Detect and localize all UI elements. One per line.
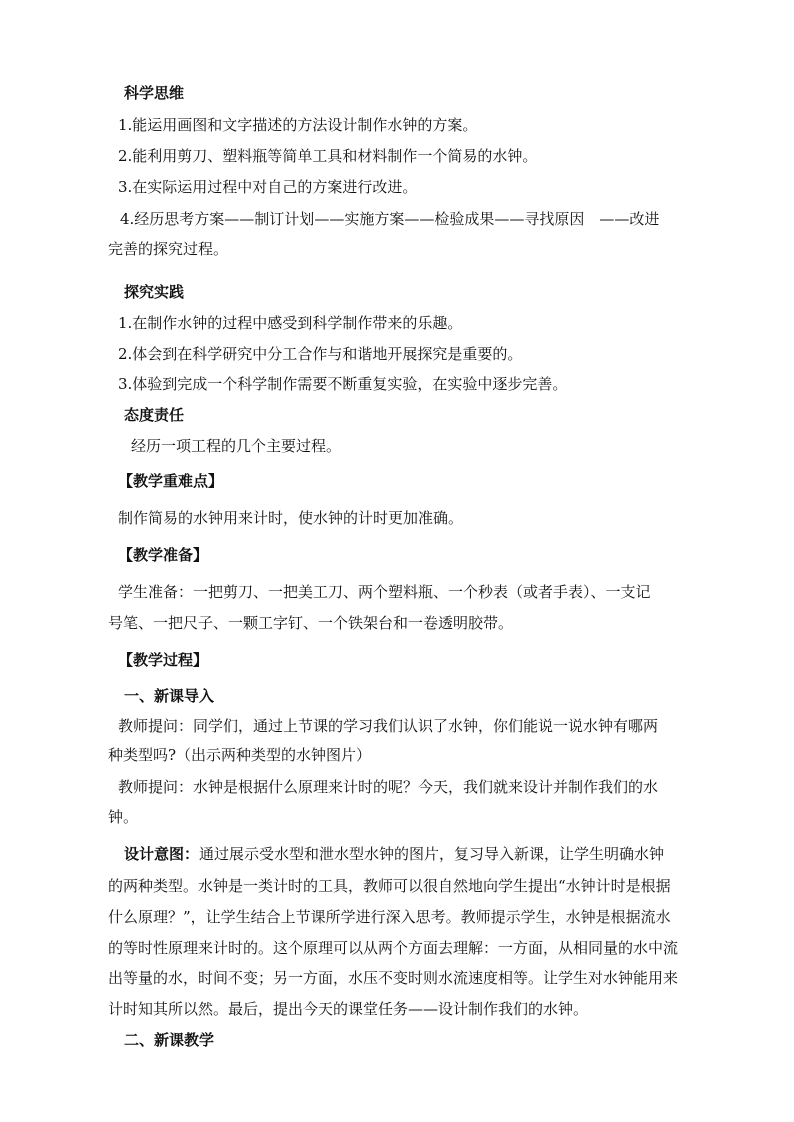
teacher-question-1-line-1: 教师提问：同学们，通过上节课的学习我们认识了水钟，你们能说一说水钟有哪两 — [118, 717, 659, 735]
inquiry-item-1: 1.在制作水钟的过程中感受到科学制作带来的乐趣。 — [118, 314, 463, 332]
inquiry-item-2: 2.体会到在科学研究中分工合作与和谐地开展探究是重要的。 — [118, 345, 523, 363]
sci-thinking-item-4-line-1: 4.经历思考方案——制订计划——实施方案——检验成果——寻找原因 ——改进 — [120, 210, 660, 228]
teacher-question-2-line-2: 钟。 — [108, 808, 139, 826]
design-intent-line-6: 计时知其所以然。最后，提出今天的课堂任务——设计制作我们的水钟。 — [108, 1000, 589, 1018]
attitude-text: 经历一项工程的几个主要过程。 — [131, 437, 342, 455]
sci-thinking-item-3: 3.在实际运用过程中对自己的方案进行改进。 — [118, 178, 418, 196]
heading-scientific-thinking: 科学思维 — [124, 84, 185, 102]
design-intent-label: 设计意图： — [124, 845, 200, 863]
teacher-question-2-line-1: 教师提问：水钟是根据什么原理来计时的呢？今天，我们就来设计并制作我们的水 — [118, 778, 659, 796]
design-intent-line-2: 的两种类型。水钟是一类计时的工具，教师可以很自然地向学生提出“水钟计时是根据 — [108, 877, 671, 895]
key-points-text: 制作简易的水钟用来计时，使水钟的计时更加准确。 — [118, 509, 464, 527]
heading-inquiry-practice: 探究实践 — [124, 283, 185, 301]
design-intent-line-4: 的等时性原理来计时的。这个原理可以从两个方面去理解：一方面，从相同量的水中流 — [108, 939, 679, 957]
heading-teaching-process: 【教学过程】 — [118, 651, 209, 669]
design-intent-line-1 — [124, 844, 664, 864]
heading-key-points: 【教学重难点】 — [118, 472, 224, 490]
teacher-question-1-line-2: 种类型吗?（出示两种类型的水钟图片） — [108, 746, 372, 764]
inquiry-item-3: 3.体验到完成一个科学制作需要不断重复实验，在实验中逐步完善。 — [118, 375, 568, 393]
heading-attitude-responsibility: 态度责任 — [124, 406, 185, 424]
preparation-line-1: 学生准备：一把剪刀、一把美工刀、两个塑料瓶、一个秒表（或者手表）、一支记 — [118, 583, 651, 601]
section-2-title: 二、新课教学 — [124, 1031, 215, 1049]
sci-thinking-item-1: 1.能运用画图和文字描述的方法设计制作水钟的方案。 — [118, 116, 478, 134]
sci-thinking-item-2: 2.能利用剪刀、塑料瓶等简单工具和材料制作一个简易的水钟。 — [118, 147, 538, 165]
heading-preparation: 【教学准备】 — [118, 546, 209, 564]
section-1-title: 一、新课导入 — [124, 687, 215, 705]
design-intent-line-5: 出等量的水，时间不变；另一方面，水压不变时则水流速度相等。让学生对水钟能用来 — [108, 969, 679, 987]
preparation-line-2: 号笔、一把尺子、一颗工字钉、一个铁架台和一卷透明胶带。 — [108, 614, 514, 632]
design-intent-text-1: 通过展示受水型和泄水型水钟的图片，复习导入新课，让学生明确水钟 — [199, 845, 665, 863]
sci-thinking-item-4-line-2: 完善的探究过程。 — [108, 240, 229, 258]
design-intent-line-3: 什么原理？”，让学生结合上节课所学进行深入思考。教师提示学生，水钟是根据流水 — [108, 908, 671, 926]
